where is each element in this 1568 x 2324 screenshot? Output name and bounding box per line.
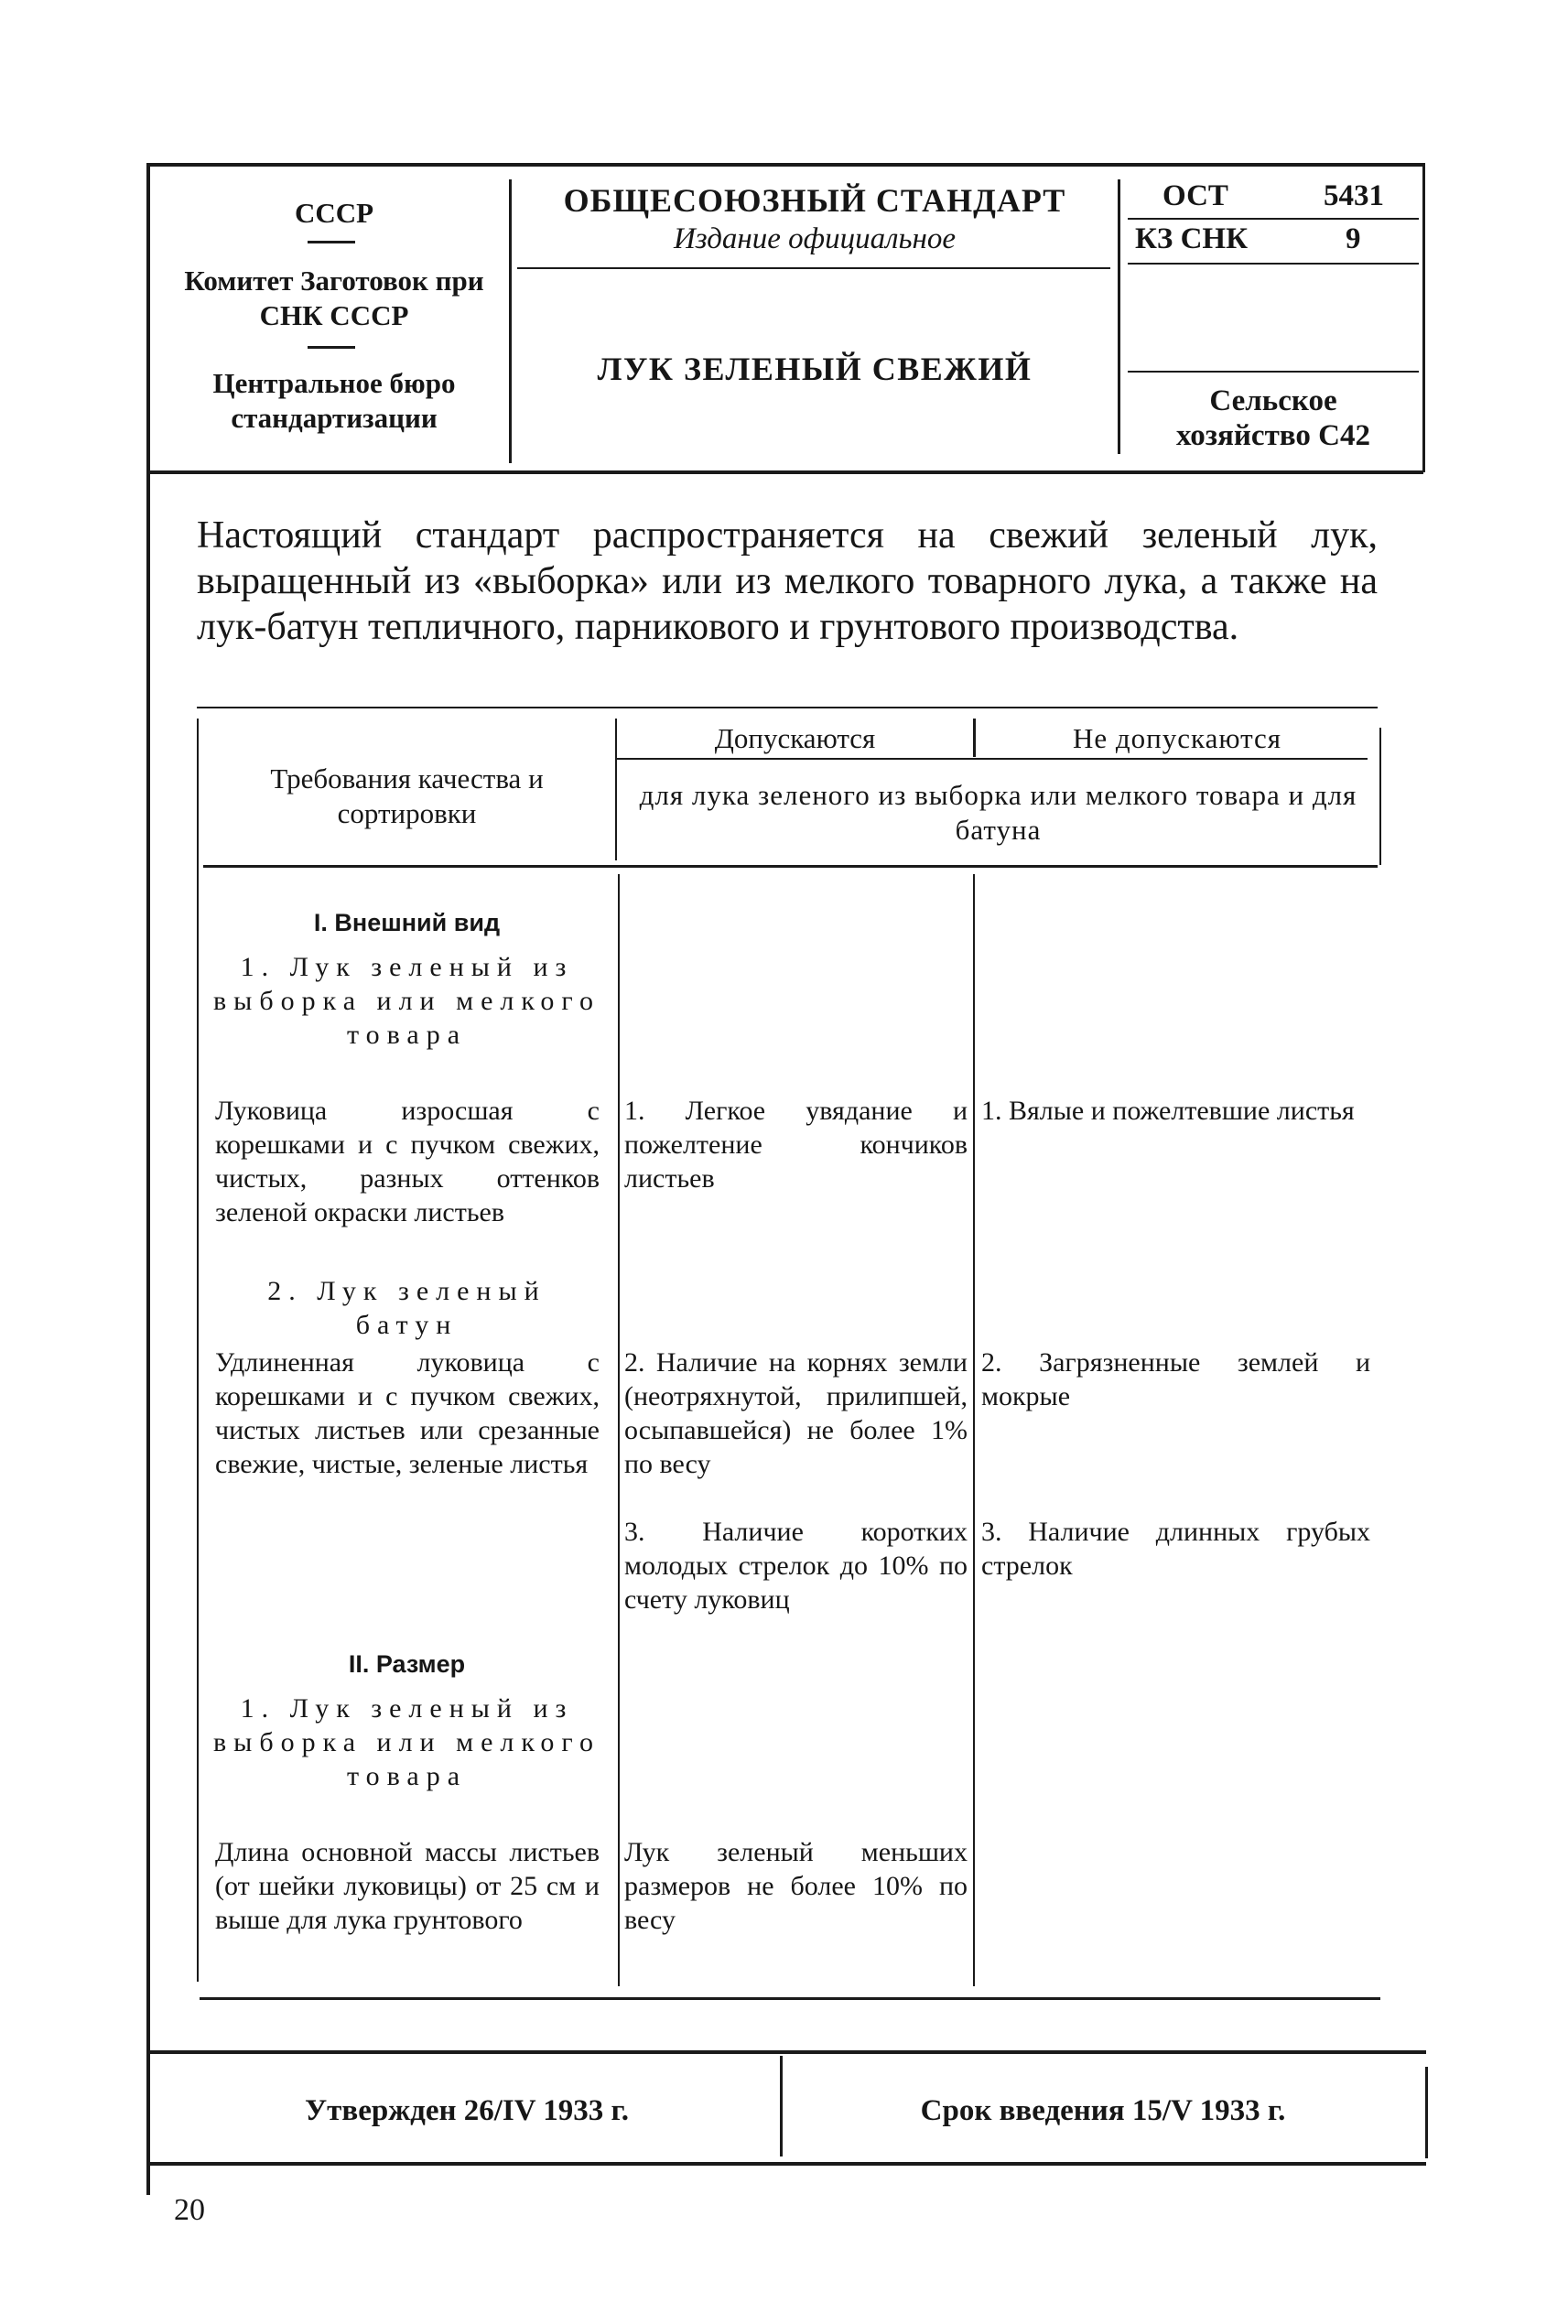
table-subheader: для лука зеленого из выборка или мелкого товара и для батуна bbox=[639, 779, 1357, 846]
s1-item2-requirement: Удлиненная луковица с корешками и с пучком свежих, чистых листьев или срезанные свежие, чистые, зеленые листья bbox=[215, 1347, 600, 1479]
intro-paragraph: Настоящий стандарт распространяется на свежий зеленый лук, выращенный из «выборка» или из мелкого товарного лука, а также на лук-батун тепличного, парникового и грунтового производства. bbox=[197, 514, 1378, 648]
footer-right-rule bbox=[1425, 2067, 1428, 2158]
section-1-title: I. Внешний вид bbox=[313, 909, 501, 936]
col-allowed-header: Допускаются bbox=[714, 722, 876, 754]
left-dash-2 bbox=[308, 346, 355, 349]
s1-item1-notallowed: 1. Вялые и пожелтевшие листья bbox=[981, 1096, 1355, 1126]
table-left-rule bbox=[197, 719, 199, 1982]
table-head-bottom-rule bbox=[203, 865, 1378, 868]
ost-number: 5431 bbox=[1324, 179, 1384, 212]
product-name: ЛУК ЗЕЛЕНЫЙ СВЕЖИЙ bbox=[597, 351, 1033, 387]
s1-item2-allowed: 2. Наличие на корнях земли (неотряхнутой, прилипшей, осыпавшейся) не более 1% по весу bbox=[624, 1347, 968, 1479]
approved-date: Утвержден 26/IV 1933 г. bbox=[304, 2094, 630, 2127]
left-dash-1 bbox=[308, 241, 355, 243]
category-line-1: Сельское bbox=[1209, 384, 1337, 417]
country-label: СССР bbox=[294, 197, 374, 229]
col-notallowed-header: Не допускаются bbox=[1072, 722, 1282, 754]
table-head-divider-1 bbox=[615, 719, 617, 860]
s1-item3-allowed: 3. Наличие коротких молодых стрелок до 10% по счету луковиц bbox=[624, 1517, 968, 1615]
header-bottom-rule bbox=[146, 470, 1423, 474]
kz-label: КЗ СНК bbox=[1135, 222, 1249, 255]
header-right-rule-1 bbox=[1128, 263, 1419, 265]
s1-item1-requirement: Луковица изросшая с корешками и с пучком свежих, чистых, разных оттенков зеленой окраски листьев bbox=[215, 1096, 600, 1227]
footer-top-rule bbox=[146, 2050, 1426, 2054]
ost-fraction-rule bbox=[1128, 218, 1419, 220]
header-top-rule bbox=[146, 163, 1423, 167]
footer-divider bbox=[780, 2056, 783, 2156]
page-number: 20 bbox=[174, 2193, 205, 2227]
table-bottom-rule bbox=[200, 1997, 1380, 2000]
section-2-title: II. Размер bbox=[348, 1650, 466, 1678]
s1-item3-notallowed: 3. Наличие длинных грубых стрелок bbox=[981, 1517, 1370, 1581]
table-head-rule bbox=[617, 758, 1368, 760]
col-requirements-header: Требования качества и сортировки bbox=[270, 762, 544, 829]
bureau-label: Центральное бюро стандартизации bbox=[212, 367, 456, 434]
header-divider-2 bbox=[1118, 179, 1120, 454]
s1-item2-notallowed: 2. Загрязненные землей и мокрые bbox=[981, 1347, 1370, 1411]
kz-number: 9 bbox=[1346, 222, 1361, 255]
s2-item1-title: 1. Лук зеленый из выборка или мелкого товара bbox=[213, 1693, 600, 1791]
table-head-right-rule bbox=[1379, 728, 1381, 865]
s1-item2-title: 2. Лук зеленый батун bbox=[267, 1276, 546, 1340]
page-left-rule bbox=[146, 163, 150, 2195]
standard-title: ОБЩЕСОЮЗНЫЙ СТАНДАРТ bbox=[563, 182, 1066, 219]
committee-label: Комитет Заготовок при СНК СССР bbox=[184, 265, 484, 331]
table-top-rule bbox=[197, 707, 1378, 708]
footer-bottom-rule bbox=[146, 2162, 1426, 2166]
effective-date: Срок введения 15/V 1933 г. bbox=[920, 2094, 1286, 2127]
header-divider-1 bbox=[509, 179, 512, 463]
table-col-divider-2 bbox=[973, 874, 975, 1986]
table-col-divider-1 bbox=[618, 874, 620, 1986]
header-right-rule-2 bbox=[1128, 371, 1419, 373]
category-line-2: хозяйство С42 bbox=[1176, 419, 1370, 452]
s1-item1-allowed: 1. Легкое увядание и пожелтение кончиков листьев bbox=[624, 1096, 968, 1194]
s2-item1-allowed: Лук зеленый меньших размеров не более 10% по весу bbox=[624, 1837, 968, 1935]
header-right-rule bbox=[1422, 163, 1425, 472]
standard-subtitle: Издание официальное bbox=[673, 222, 957, 255]
header-mid-rule bbox=[517, 267, 1110, 269]
ost-label: ОСТ bbox=[1162, 179, 1228, 212]
s1-item1-title: 1. Лук зеленый из выборка или мелкого товара bbox=[213, 952, 600, 1050]
s2-item1-requirement: Длина основной массы листьев (от шейки луковицы) от 25 см и выше для лука грунтового bbox=[215, 1837, 600, 1935]
